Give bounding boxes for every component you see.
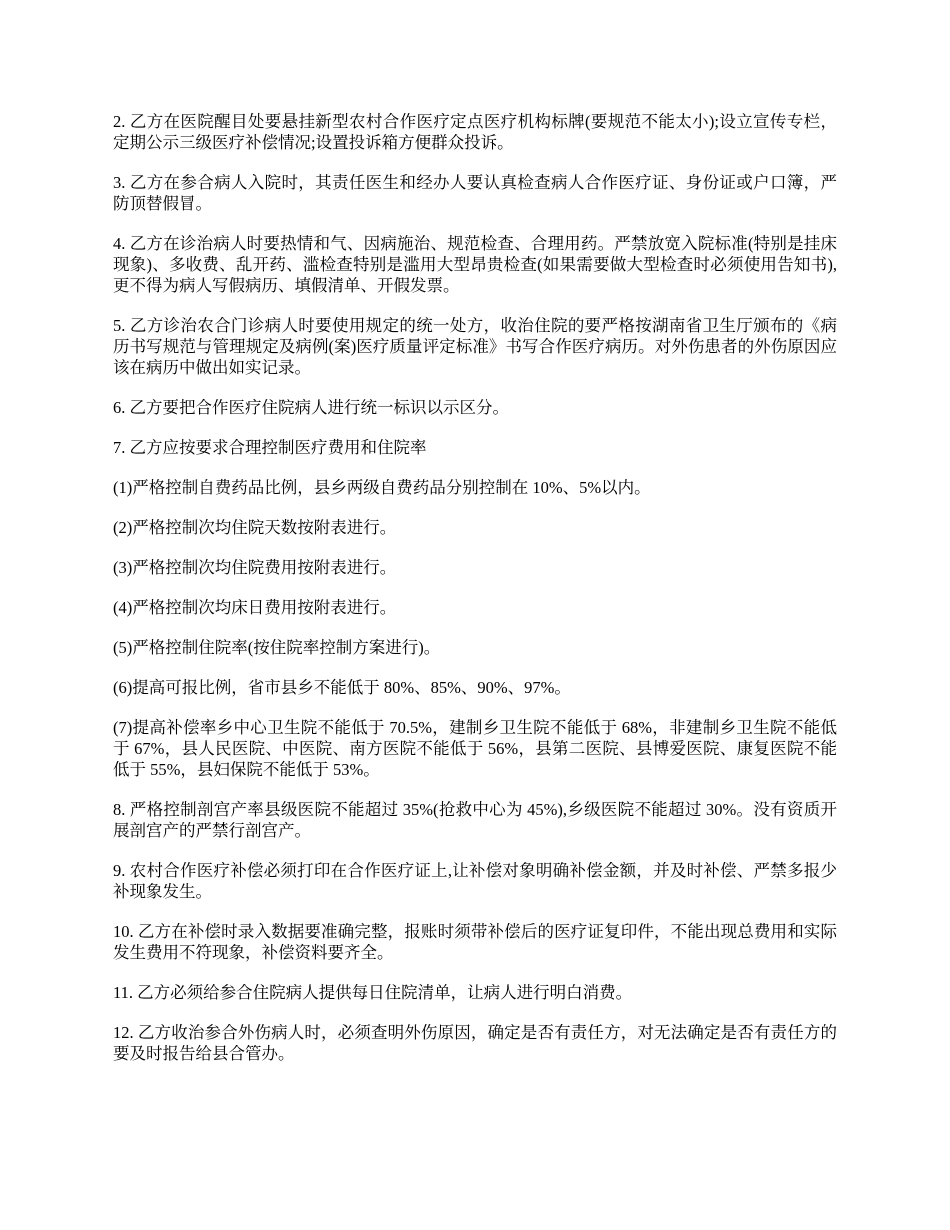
- clause-11: 11. 乙方必须给参合住院病人提供每日住院清单，让病人进行明白消费。: [113, 983, 633, 1002]
- clause-12: 12. 乙方收治参合外伤病人时，必须查明外伤原因，确定是否有责任方，对无法确定是否有责任方的要及时报告给县合管办。: [113, 1023, 837, 1063]
- document-page: [113, 111, 837, 1083]
- clause-7-item-5: (5)严格控制住院率(按住院率控制方案进行)。: [113, 638, 441, 657]
- clause-9: 9. 农村合作医疗补偿必须打印在合作医疗证上,让补偿对象明确补偿金额，并及时补偿、严禁多报少补现象发生。: [113, 861, 837, 901]
- clause-5: 5. 乙方诊治农合门诊病人时要使用规定的统一处方，收治住院的要严格按湖南省卫生厅颁布的《病历书写规范与管理规定及病例(案)医疗质量评定标准》书写合作医疗病历。对外伤患者的外伤原因应该在病历中做出如实记录。: [113, 316, 837, 377]
- clause-4: 4. 乙方在诊治病人时要热情和气、因病施治、规范检查、合理用药。严禁放宽入院标准(特别是挂床现象)、多收费、乱开药、滥检查特别是滥用大型昂贵检查(如果需要做大型检查时必须使用告知书),更不得为病人写假病历、填假清单、开假发票。: [113, 234, 837, 295]
- clause-3: 3. 乙方在参合病人入院时，其责任医生和经办人要认真检查病人合作医疗证、身份证或户口簿，严防顶替假冒。: [113, 173, 837, 213]
- clause-7-item-2: (2)严格控制次均住院天数按附表进行。: [113, 518, 397, 537]
- clause-6: 6. 乙方要把合作医疗住院病人进行统一标识以示区分。: [113, 398, 509, 417]
- clause-2: 2. 乙方在医院醒目处要悬挂新型农村合作医疗定点医疗机构标牌(要规范不能太小);设立宣传专栏，定期公示三级医疗补偿情况;设置投诉箱方便群众投诉。: [113, 112, 837, 152]
- clause-7-item-6: (6)提高可报比例，省市县乡不能低于 80%、85%、90%、97%。: [113, 678, 571, 697]
- clause-7-item-4: (4)严格控制次均床日费用按附表进行。: [113, 598, 397, 617]
- clause-7: 7. 乙方应按要求合理控制医疗费用和住院率: [113, 438, 427, 457]
- clause-8: 8. 严格控制剖宫产率县级医院不能超过 35%(抢救中心为 45%),乡级医院不能超过 30%。没有资质开展剖宫产的严禁行剖宫产。: [113, 800, 837, 840]
- clause-7-item-1: (1)严格控制自费药品比例，县乡两级自费药品分别控制在 10%、5%以内。: [113, 478, 651, 497]
- clause-7-item-7: (7)提高补偿率乡中心卫生院不能低于 70.5%，建制乡卫生院不能低于 68%，非建制乡卫生院不能低于 67%，县人民医院、中医院、南方医院不能低于 56%，县第二医院、县博爱医院、康复医院不能低于 55%，县妇保院不能低于 53%。: [113, 718, 837, 779]
- clause-10: 10. 乙方在补偿时录入数据要准确完整，报账时须带补偿后的医疗证复印件，不能出现总费用和实际发生费用不符现象，补偿资料要齐全。: [113, 922, 837, 962]
- clause-7-item-3: (3)严格控制次均住院费用按附表进行。: [113, 558, 397, 577]
